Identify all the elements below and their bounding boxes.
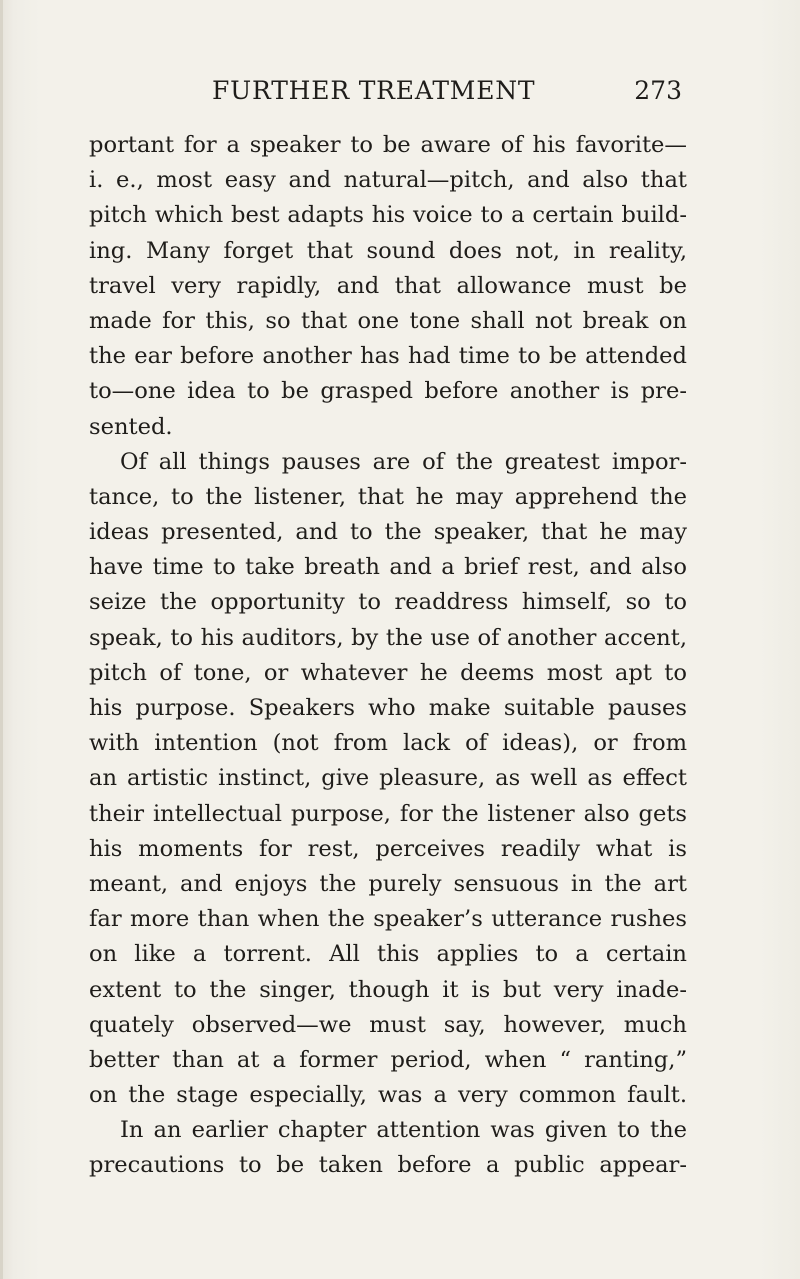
text-line: their intellectual purpose, for the listener also gets [89,800,687,827]
text-line: have time to take breath and a brief rest, and also [89,554,687,581]
text-line: on like a torrent. All this applies to a certain [89,941,687,968]
text-line: portant for a speaker to be aware of his favorite— [89,132,687,158]
text-line: an artistic instinct, give pleasure, as well as effect [89,765,687,792]
text-line: his purpose. Speakers who make suitable pauses [89,695,687,721]
text-line: ing. Many forget that sound does not, in reality, [89,237,687,264]
running-title: FURTHER TREATMENT [212,76,536,105]
text-line: speak, to his auditors, by the use of another accent, [89,624,687,651]
text-line: precautions to be taken before a public appear- [89,1152,687,1179]
text-line: meant, and enjoys the purely sensuous in the art [89,870,687,897]
text-line: extent to the singer, though it is but very inade- [89,976,687,1003]
text-line: tance, to the listener, that he may apprehend the [89,483,687,510]
text-line: pitch of tone, or whatever he deems most apt to [89,659,687,686]
text-line: his moments for rest, perceives readily what is [89,835,687,862]
text-line: better than at a former period, when “ ranting,” [89,1046,687,1073]
text-line: the ear before another has had time to be attended [89,343,687,370]
text-line: ideas presented, and to the speaker, that he may [89,519,687,546]
text-line: pitch which best adapts his voice to a certain build- [89,202,687,229]
text-line: far more than when the speaker’s utterance rushes [89,906,687,933]
text-line: i. e., most easy and natural—pitch, and also that [89,167,687,194]
paragraph-start-line: In an earlier chapter attention was given to the [120,1117,687,1144]
text-line: with intention (not from lack of ideas), or from [89,730,687,757]
text-line: on the stage especially, was a very common fault. [89,1082,687,1109]
text-line: sented. [89,413,173,440]
text-line: to—one idea to be grasped before another is pre- [89,378,687,405]
paragraph-start-line: Of all things pauses are of the greatest impor- [120,448,687,475]
page-header [212,76,682,110]
text-line: quately observed—we must say, however, much [89,1011,687,1038]
text-line: seize the opportunity to readdress himself, so to [89,589,687,616]
page-gutter-edge [0,0,3,1279]
text-line: made for this, so that one tone shall not break on [89,307,687,334]
page-number: 273 [634,76,682,105]
text-line: travel very rapidly, and that allowance must be [89,272,687,299]
body-text [89,128,687,1184]
